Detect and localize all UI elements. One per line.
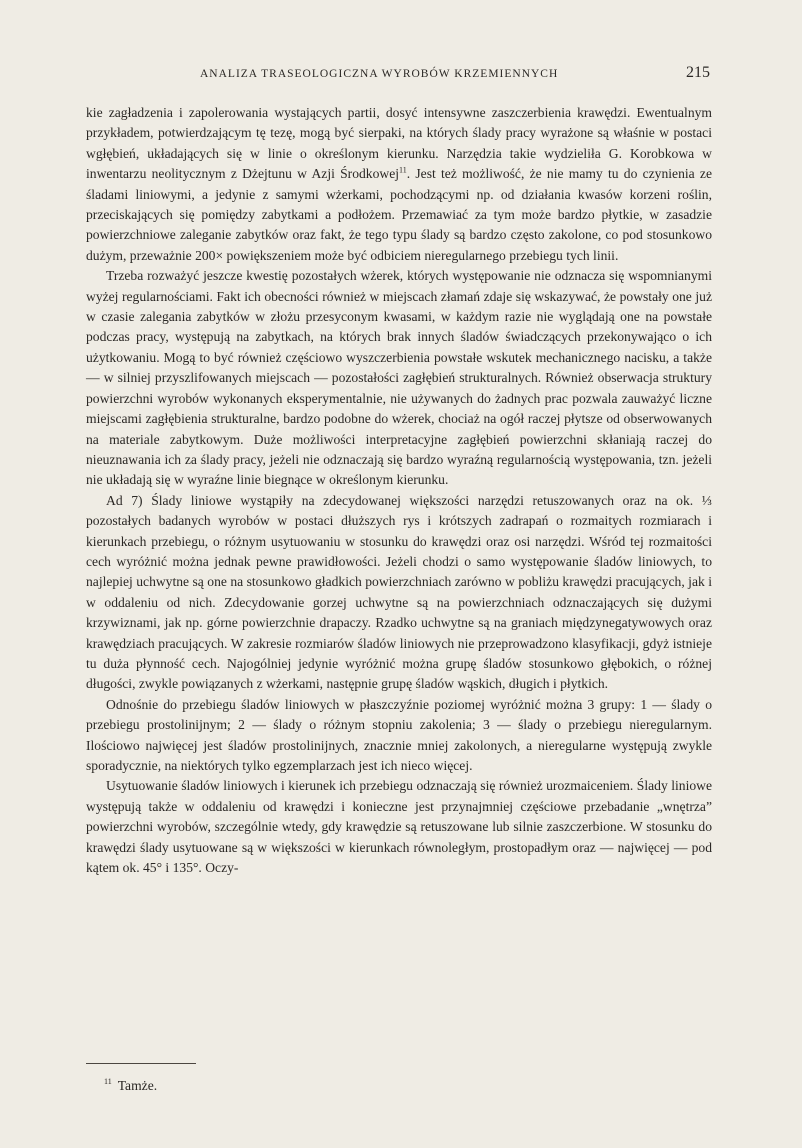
paragraph-text-continued: . Jest też możliwość, że nie mamy tu do czynienia ze śladami liniowymi, a jedynie z samymi wżerkami, pochodzącymi np. od działania kwasów korzeni roślin, przeciskających się pomiędzy zabytkami a podłożem. Przemawiać za tym może bardzo płytkie, w zasadzie powierzchniowe zaleganie zabytków oraz fakt, że tego typu ślady są bardzo często zakolone, co pod stosunkowo dużym, przeważnie 200× powiększeniem może być odbiciem nieregularnego przebiegu tych linii.	[86, 166, 712, 263]
page-header	[86, 66, 712, 86]
paragraph: Usytuowanie śladów liniowych i kierunek ich przebiegu odznaczają się również urozmaiceniem. Ślady liniowe występują także w oddaleniu od krawędzi i konieczne jest przynajmniej częściowe przebadanie „wnętrza” powierzchni wyrobów, szczególnie wtedy, gdy krawędzie są retuszowane lub silnie zaszczerbione. W stosunku do krawędzi ślady usytuowane są w większości w kierunkach równoległym, prostopadłym oraz — najwięcej — pod kątem ok. 45° i 135°. Oczy-	[86, 778, 712, 876]
footnote-number: 11	[104, 1077, 112, 1087]
paragraph: Trzeba rozważyć jeszcze kwestię pozostałych wżerek, których występowanie nie odznacza się wspomnianymi wyżej regularnościami. Fakt ich obecności również w miejscach złamań zdaje się wskazywać, że powstały one już w czasie zalegania zabytków w złożu przesyconym kwasami, w każdym razie nie wyglądają one na powstałe podczas pracy, występują na zabytkach, na których brak innych śladów świadczących przekonywająco o ich użytkowaniu. Mogą to być również częściowo wyszczerbienia powstałe wskutek mechanicznego nacisku, a także — w silniej przyszlifowanych miejscach — pozostałości zagłębień strukturalnych. Również obserwacja struktury powierzchni wyrobów wykonanych eksperymentalnie, nie używanych do żadnych prac pozwala zauważyć liczne miejscami zagłębienia strukturalne, bardzo podobne do wżerek, chociaż na ogół raczej płytsze od obserwowanych na materiale zabytkowym. Duże możliwości interpretacyjne zagłębień powierzchni skłaniają raczej do nieuznawania ich za ślady pracy, jeżeli nie odznaczają się bardzo wyraźną regularnością występowania, tzn. jeżeli nie układają się w wyraźne linie biegnące w określonym kierunku.	[86, 268, 712, 488]
running-title: ANALIZA TRASEOLOGICZNA WYROBÓW KRZEMIENNYCH	[200, 68, 559, 80]
paragraph-text: kie zagładzenia i zapolerowania wystających partii, dosyć intensywne zaszczerbienia krawędzi. Ewentualnym przykładem, potwierdzającym tę tezę, mogą być sierpaki, na których ślady pracy wyrażone są właśnie w postaci wgłębień, układających się w linie o określonym kierunku. Narzędzia takie wydzieliła G. Korobkowa w inwentarzu neolitycznym z Dżejtunu w Azji Środkowej	[86, 105, 712, 182]
footnote-text: Tamże.	[117, 1078, 158, 1093]
paragraph: Ad 7) Ślady liniowe wystąpiły na zdecydowanej większości narzędzi retuszowanych oraz na ok. ⅓ pozostałych badanych wyrobów w postaci dłuższych rys i krótszych zadrapań o rozmaitych rozmiarach i kierunkach przebiegu, o różnym usytuowaniu w stosunku do krawędzi oraz osi narzędzi. Wśród tej rozmaitości cech wyróżnić można jednak pewne prawidłowości. Jeżeli chodzi o samo występowanie śladów liniowych, to najlepiej uchwytne są one na stosunkowo gładkich powierzchniach zarówno w pobliżu krawędzi pracujących, jak i w oddaleniu od nich. Zdecydowanie gorzej uchwytne są na powierzchniach odznaczających się dużymi krzywiznami, jak np. górne powierzchnie drapaczy. Rzadko uchwytne są na graniach międzynegatywowych oraz krawędziach pracujących. W zakresie rozmiarów śladów liniowych nie przeprowadzono klasyfikacji, gdyż istnieje tu duża płynność cech. Najogólniej jedynie wyróżnić można grupę śladów stosunkowo głębokich, o różnej długości, zwykle powiązanych z wżerkami, następnie grupę śladów wąskich, długich i płytkich.	[86, 492, 712, 692]
paragraph	[86, 103, 712, 266]
footnote	[104, 1078, 157, 1094]
paragraph: Odnośnie do przebiegu śladów liniowych w płaszczyźnie poziomej wyróżnić można 3 grupy: 1 — ślady o przebiegu prostolinijnym; 2 — ślady o różnym stopniu zakolenia; 3 — ślady o przebiegu nieregularnym. Ilościowo najwięcej jest śladów prostolinijnych, znacznie mniej zakolonych, a nieregularne występują zwykle sporadycznie, na niektórych tylko egzemplarzach jest ich nieco więcej.	[86, 696, 712, 773]
body-text	[86, 103, 712, 878]
footnote-divider	[86, 1063, 196, 1064]
page-number: 215	[686, 64, 710, 81]
footnote-reference: 11	[399, 165, 407, 175]
